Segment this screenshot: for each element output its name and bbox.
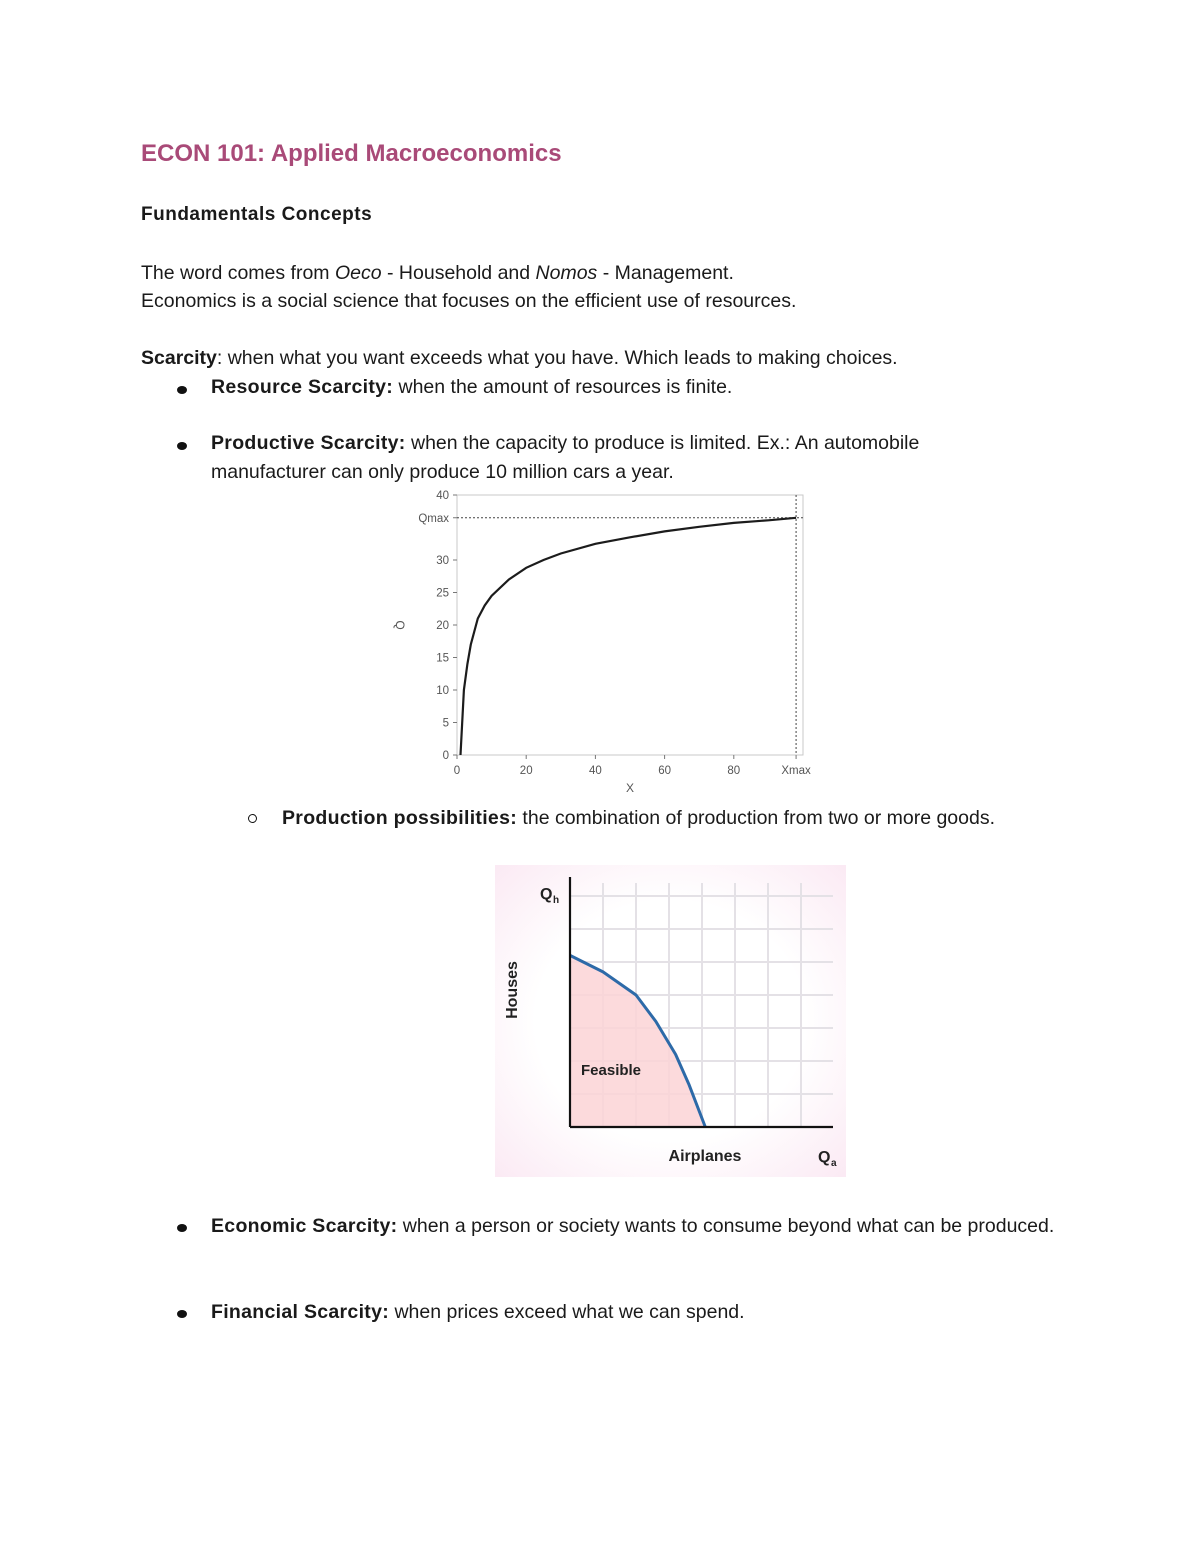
intro-text-a: The word comes from <box>141 262 335 284</box>
x-tick-label: 0 <box>453 765 461 777</box>
scarcity-term: Scarcity <box>141 347 217 369</box>
bullet-dot <box>177 1310 187 1318</box>
x-axis-symbol-sub: a <box>831 1158 837 1169</box>
list-item-text: when prices exceed what we can spend. <box>389 1301 745 1323</box>
y-tick-label: 0 <box>442 750 449 762</box>
list-item-text: when the amount of resources is finite. <box>393 376 733 398</box>
list-item-term: Financial Scarcity: <box>211 1301 390 1323</box>
y-axis-symbol-sub: h <box>553 895 560 906</box>
bullet-dot <box>177 386 187 394</box>
term-oeco: Oeco <box>334 262 382 284</box>
scarcity-definition <box>141 344 898 372</box>
y-axis-label: Houses <box>504 961 521 1019</box>
plot-frame <box>457 495 803 755</box>
term-nomos: Nomos <box>535 262 598 284</box>
y-axis-label: Q <box>393 620 407 630</box>
list-item-text: the combination of production from two or more goods. <box>517 807 996 829</box>
y-tick-label: 20 <box>436 620 449 632</box>
intro-paragraph-1 <box>141 259 734 287</box>
y-tick-label: Qmax <box>418 512 449 525</box>
list-item-resource-scarcity <box>211 373 1051 402</box>
y-tick-label: 15 <box>436 652 449 665</box>
x-axis-label: X <box>625 781 635 795</box>
x-tick-label: 40 <box>589 765 602 777</box>
list-item-production-possibilities <box>282 804 1022 833</box>
x-tick-label: 20 <box>519 765 533 777</box>
production-possibilities-chart <box>495 865 846 1177</box>
section-heading: Fundamentals Concepts <box>141 204 373 225</box>
x-tick-label: Xmax <box>781 765 811 777</box>
y-tick-label: 10 <box>436 685 449 697</box>
x-axis-symbol: Q <box>818 1149 831 1166</box>
bullet-dot <box>177 1224 187 1232</box>
y-axis-symbol: Q <box>540 886 553 903</box>
y-tick-label: 5 <box>442 717 449 730</box>
y-tick-label: 40 <box>436 490 449 502</box>
x-tick-label: 80 <box>727 765 741 777</box>
list-item-term: Productive Scarcity: <box>211 432 406 454</box>
bullet-dot <box>177 442 187 450</box>
intro-text-b: - Household and <box>381 262 536 284</box>
list-item-productive-scarcity <box>211 429 1011 487</box>
list-item-text: when the capacity to produce is limited. Ex.: An automobile manufacturer can only produce 10 million cars a year. <box>211 432 920 483</box>
x-tick-label: 60 <box>658 765 671 777</box>
x-axis-label: Airplanes <box>668 1148 742 1165</box>
intro-text-c: - Management. <box>597 262 734 284</box>
list-item-economic-scarcity <box>211 1212 1061 1241</box>
sub-bullet-dot <box>248 814 257 823</box>
list-item-term: Resource Scarcity: <box>211 376 394 398</box>
feasible-label: Feasible <box>581 1062 642 1079</box>
intro-paragraph-2: Economics is a social science that focuses on the efficient use of resources. <box>141 290 797 312</box>
production-curve-chart <box>390 488 820 800</box>
page-title: ECON 101: Applied Macroeconomics <box>141 140 562 167</box>
list-item-text: when a person or society wants to consume beyond what can be produced. <box>397 1215 1055 1237</box>
y-tick-label: 30 <box>436 555 449 567</box>
list-item-term: Economic Scarcity: <box>211 1215 398 1237</box>
y-tick-label: 25 <box>436 587 449 600</box>
scarcity-text: : when what you want exceeds what you have. Which leads to making choices. <box>216 347 898 369</box>
list-item-financial-scarcity <box>211 1298 1061 1327</box>
chart-background <box>495 865 846 1177</box>
list-item-term: Production possibilities: <box>282 807 518 829</box>
